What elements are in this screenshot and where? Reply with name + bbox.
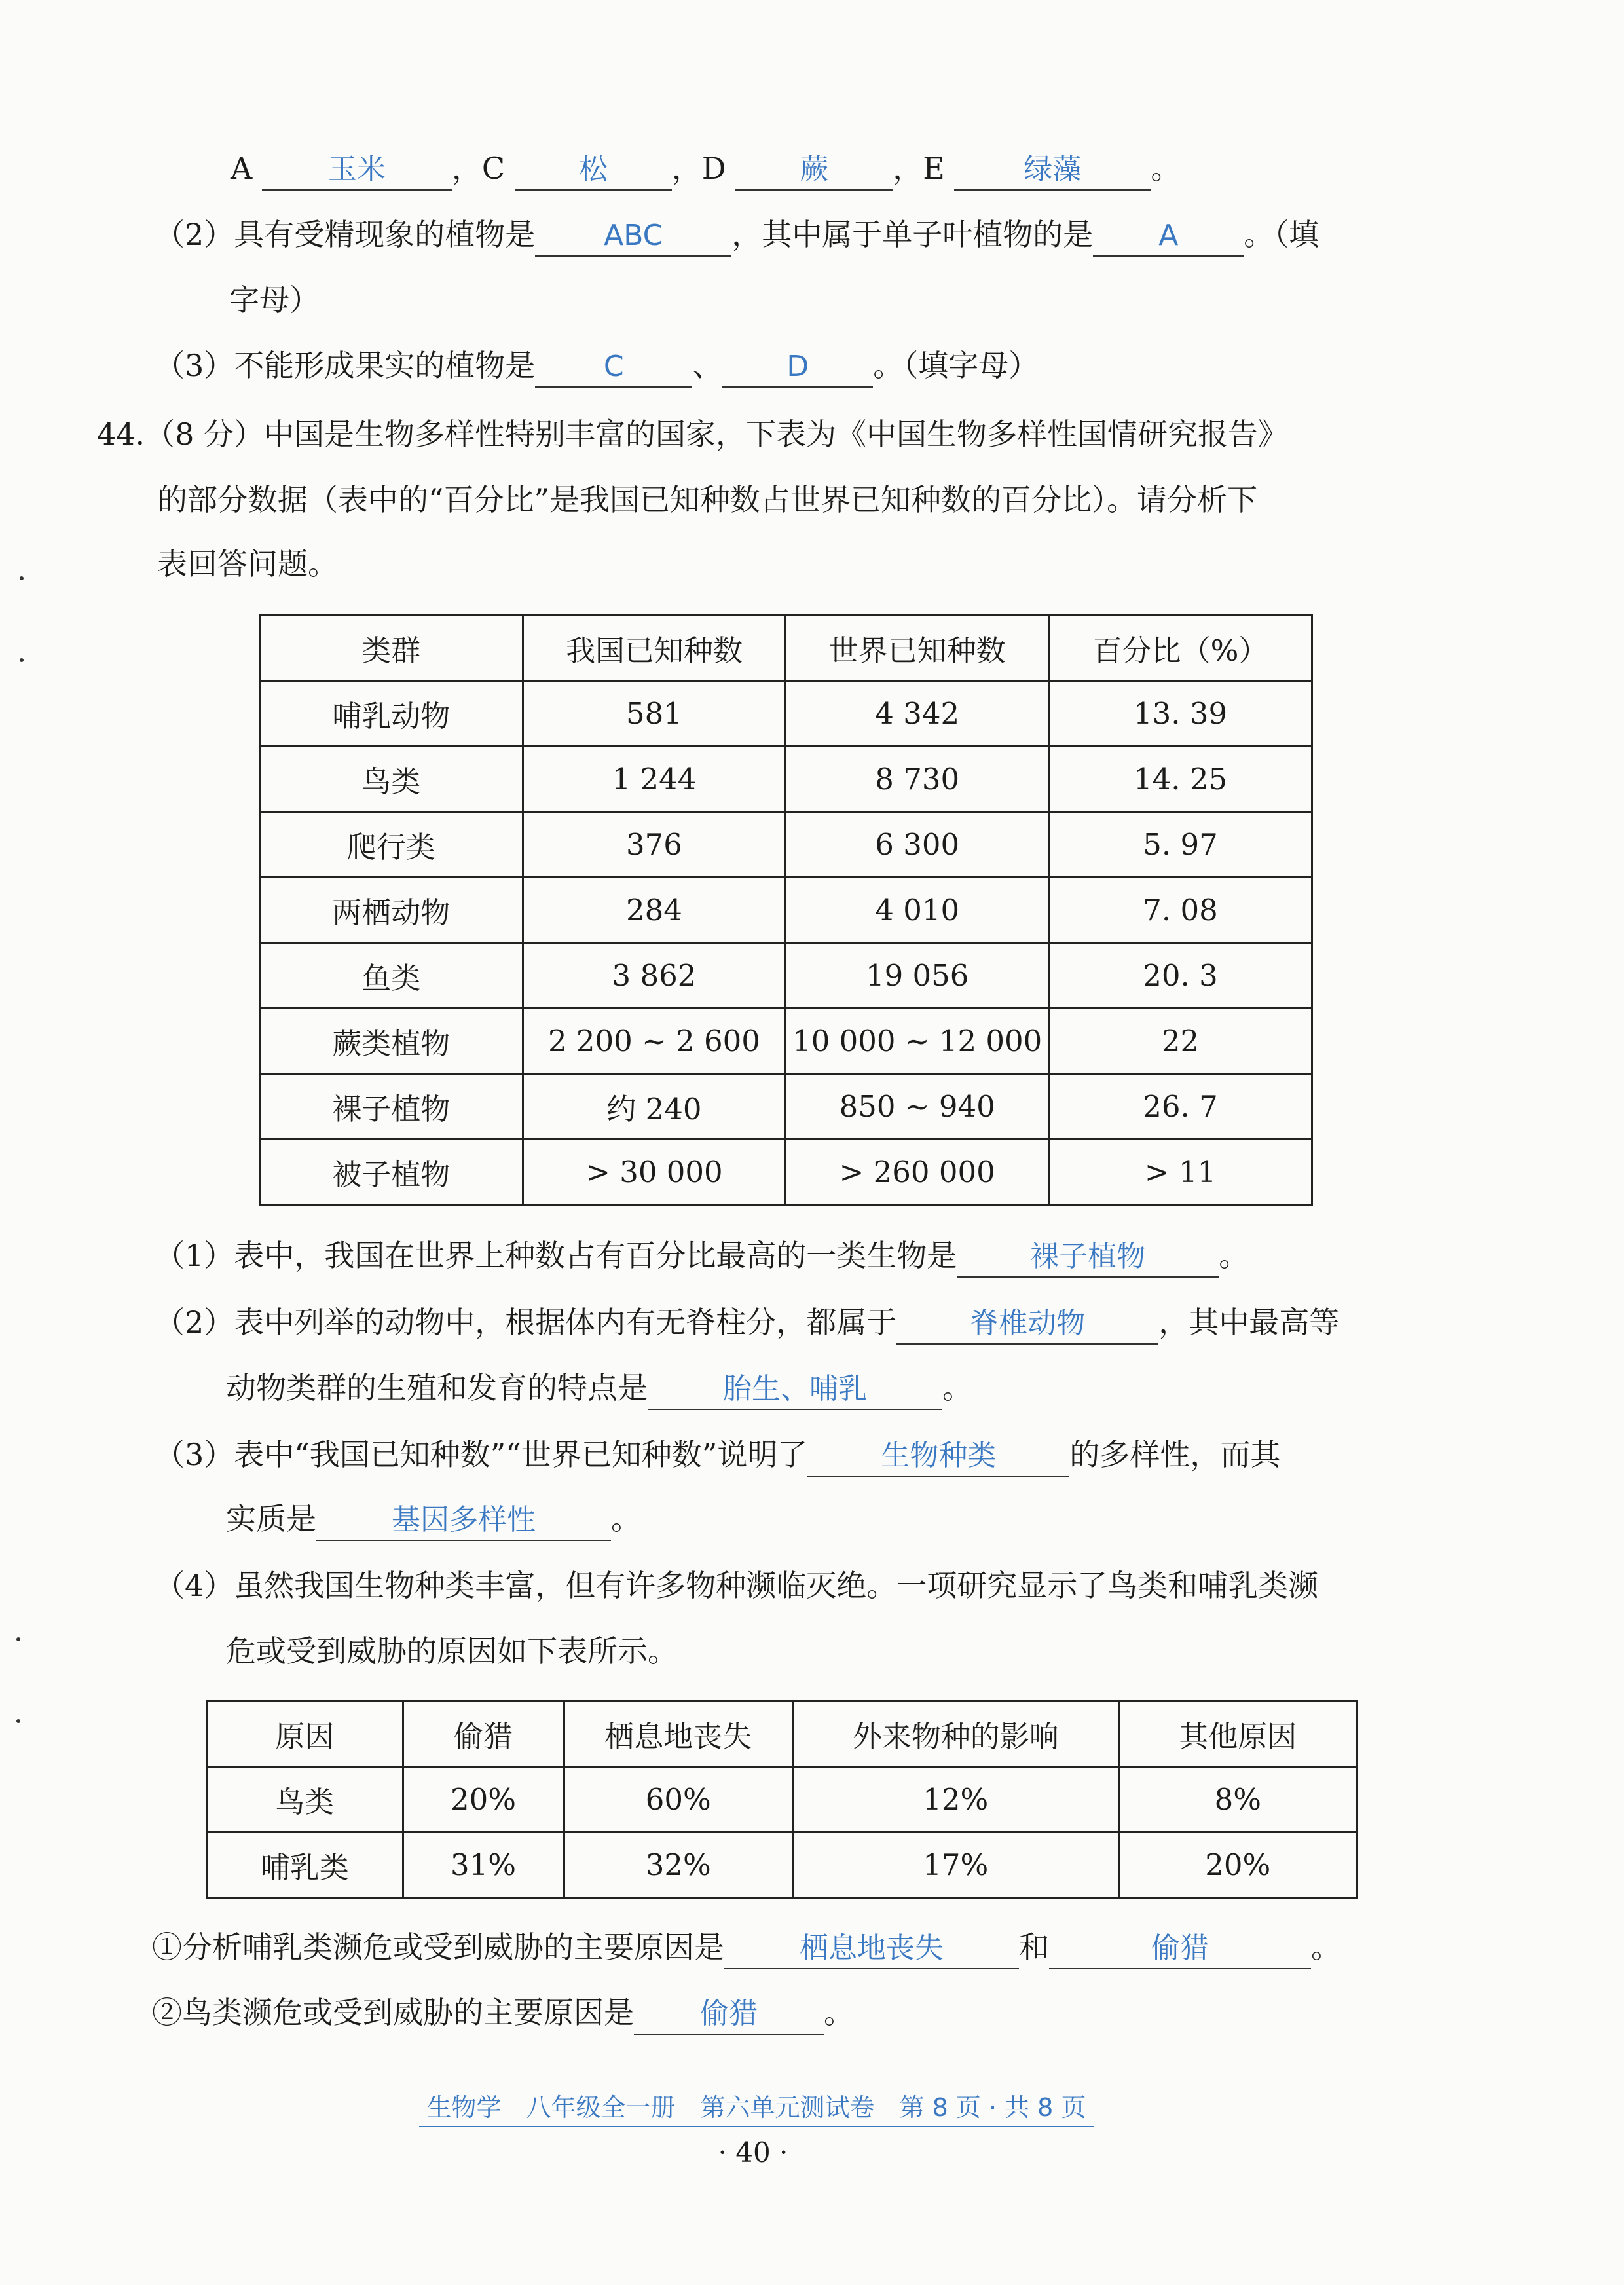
table-cell: 20%	[1118, 1832, 1357, 1898]
q44-part3	[155, 1433, 1280, 1477]
q44-part1-answer: 裸子植物	[957, 1237, 1219, 1278]
threat-table	[206, 1700, 1358, 1899]
q44-part3-prefix: （3）表中“我国已知种数”“世界已知种数”说明了	[155, 1437, 808, 1472]
table-cell: 哺乳类	[207, 1832, 403, 1898]
species-table	[259, 614, 1313, 1206]
q44-part2-answer1: 脊椎动物	[896, 1304, 1158, 1345]
table-cell: 12%	[793, 1767, 1119, 1832]
q43-part2-answer1: ABC	[535, 216, 731, 257]
q44-intro-line1: 44.（8 分）中国是生物多样性特别丰富的国家，下表为《中国生物多样性国情研究报告》	[97, 417, 1289, 452]
header-cell: 类群	[260, 616, 523, 681]
table-cell: 6 300	[786, 812, 1049, 878]
table-cell: 裸子植物	[260, 1074, 523, 1140]
q44-sub2-answer: 偷猎	[634, 1994, 824, 2035]
table-cell: 1 244	[523, 747, 786, 812]
q43-part3	[155, 344, 1039, 388]
margin-dot	[20, 658, 24, 662]
table-cell: 鱼类	[260, 943, 523, 1009]
table-cell: 31%	[403, 1832, 564, 1898]
header-cell: 栖息地丧失	[564, 1701, 793, 1767]
table-row	[207, 1767, 1357, 1832]
header-cell: 偷猎	[403, 1701, 564, 1767]
table-cell: 被子植物	[260, 1140, 523, 1205]
table-cell: 鸟类	[260, 747, 523, 812]
threat-table-header	[207, 1701, 1357, 1767]
label-e: ，E	[893, 151, 945, 186]
q43-part3-prefix: （3）不能形成果实的植物是	[155, 348, 536, 383]
table-row	[260, 812, 1312, 878]
answer-e: 绿藻	[954, 150, 1151, 191]
q44-part4-line1: （4）虽然我国生物种类丰富，但有许多物种濒临灭绝。一项研究显示了鸟类和哺乳类濒	[155, 1568, 1319, 1603]
header-cell: 百分比（%）	[1049, 616, 1312, 681]
table-cell: 26. 7	[1049, 1074, 1312, 1140]
table-row	[260, 681, 1312, 747]
header-cell: 世界已知种数	[786, 616, 1049, 681]
q43-line1	[231, 147, 1181, 191]
table-cell: 284	[523, 878, 786, 943]
page-number: · 40 ·	[718, 2136, 788, 2168]
q44-sub1-middle: 和	[1019, 1929, 1049, 1965]
table-cell: 爬行类	[260, 812, 523, 878]
q44-part4-line2: 危或受到威胁的原因如下表所示。	[226, 1633, 678, 1669]
q44-sub1-suffix: 。	[1311, 1929, 1341, 1965]
table-cell: 850 ~ 940	[786, 1074, 1049, 1140]
q43-part2-suffix: 。（填	[1244, 217, 1320, 252]
q44-part2-prefix: （2）表中列举的动物中，根据体内有无脊柱分，都属于	[155, 1305, 897, 1340]
table-cell: 22	[1049, 1009, 1312, 1074]
answer-a: 玉米	[262, 150, 452, 191]
table-cell: 19 056	[786, 943, 1049, 1009]
q44-sub2	[152, 1991, 854, 2035]
table-cell: 13. 39	[1049, 681, 1312, 747]
q44-intro-line3: 表回答问题。	[157, 546, 338, 582]
q44-part1	[155, 1234, 1249, 1278]
table-row	[260, 943, 1312, 1009]
q44-sub2-prefix: ②鸟类濒危或受到威胁的主要原因是	[152, 1995, 634, 2030]
table-cell: 20%	[403, 1767, 564, 1832]
answer-d: 蕨	[735, 150, 893, 191]
table-cell: > 11	[1049, 1140, 1312, 1205]
q43-part2-middle: ，其中属于单子叶植物的是	[731, 217, 1094, 252]
table-cell: 7. 08	[1049, 878, 1312, 943]
label-c: ，C	[451, 151, 506, 186]
table-cell: 2 200 ~ 2 600	[523, 1009, 786, 1074]
label-a: A	[231, 151, 253, 186]
q44-sub1	[152, 1925, 1341, 1969]
q44-sub2-suffix: 。	[824, 1995, 854, 2030]
species-table-header	[260, 616, 1312, 681]
q44-part1-prefix: （1）表中，我国在世界上种数占有百分比最高的一类生物是	[155, 1238, 957, 1273]
q44-intro-line2: 的部分数据（表中的“百分比”是我国已知种数占世界已知种数的百分比）。请分析下	[157, 482, 1258, 517]
q44-part2-line2	[226, 1366, 972, 1410]
q44-sub1-answer2: 偷猎	[1049, 1929, 1311, 1969]
table-cell: 10 000 ~ 12 000	[786, 1009, 1049, 1074]
q44-part2-suffix2: 。	[942, 1370, 972, 1405]
page-footer: 生物学 八年级全一册 第六单元测试卷 第 8 页 · 共 8 页	[419, 2089, 1094, 2127]
table-cell: 376	[523, 812, 786, 878]
table-cell: 3 862	[523, 943, 786, 1009]
margin-dot	[16, 1637, 20, 1641]
margin-dot	[16, 1719, 20, 1723]
q44-part2-answer2: 胎生、哺乳	[648, 1369, 942, 1410]
table-row	[260, 1009, 1312, 1074]
table-cell: 32%	[564, 1832, 793, 1898]
table-cell: 4 010	[786, 878, 1049, 943]
header-cell: 其他原因	[1118, 1701, 1357, 1767]
q44-sub1-answer1: 栖息地丧失	[724, 1929, 1019, 1969]
header-cell: 外来物种的影响	[793, 1701, 1119, 1767]
q44-part2	[155, 1301, 1339, 1345]
q44-sub1-prefix: ①分析哺乳类濒危或受到威胁的主要原因是	[152, 1929, 724, 1965]
label-d: ，D	[671, 151, 726, 186]
q43-part2-cont: 字母）	[229, 282, 320, 318]
table-cell: 5. 97	[1049, 812, 1312, 878]
table-row	[260, 1074, 1312, 1140]
q43-part3-answer2: D	[722, 347, 873, 388]
header-cell: 原因	[207, 1701, 403, 1767]
q43-part3-middle: 、	[692, 348, 723, 383]
table-cell: 20. 3	[1049, 943, 1312, 1009]
line1-end: 。	[1151, 151, 1181, 186]
q44-part3-line2-prefix: 实质是	[226, 1501, 316, 1536]
table-cell: 60%	[564, 1767, 793, 1832]
table-row	[260, 878, 1312, 943]
q44-part3-suffix2: 。	[611, 1501, 641, 1536]
answer-c: 松	[515, 150, 672, 191]
table-cell: 4 342	[786, 681, 1049, 747]
q43-part2	[155, 213, 1319, 257]
table-cell: 蕨类植物	[260, 1009, 523, 1074]
q44-part1-suffix: 。	[1219, 1238, 1249, 1273]
header-cell: 我国已知种数	[523, 616, 786, 681]
q44-part3-answer2: 基因多样性	[316, 1500, 611, 1541]
table-cell: 8%	[1118, 1767, 1357, 1832]
q44-part3-answer1: 生物种类	[807, 1436, 1069, 1477]
table-cell: 哺乳动物	[260, 681, 523, 747]
table-cell: > 260 000	[786, 1140, 1049, 1205]
table-cell: 581	[523, 681, 786, 747]
q44-part2-suffix1: ，其中最高等	[1158, 1305, 1340, 1340]
q44-part3-suffix1: 的多样性，而其	[1069, 1437, 1281, 1472]
q43-part3-answer1: C	[535, 347, 692, 388]
table-cell: 两栖动物	[260, 878, 523, 943]
table-cell: 鸟类	[207, 1767, 403, 1832]
margin-dot	[20, 576, 24, 580]
q43-part2-prefix: （2）具有受精现象的植物是	[155, 217, 536, 252]
q44-part3-line2	[226, 1497, 641, 1541]
table-cell: 约 240	[523, 1074, 786, 1140]
q43-part3-suffix: 。（填字母）	[873, 348, 1039, 383]
table-cell: > 30 000	[523, 1140, 786, 1205]
table-row	[207, 1832, 1357, 1898]
table-row	[260, 747, 1312, 812]
table-row	[260, 1140, 1312, 1205]
table-cell: 14. 25	[1049, 747, 1312, 812]
q43-part2-answer2: A	[1093, 216, 1244, 257]
table-cell: 17%	[793, 1832, 1119, 1898]
table-cell: 8 730	[786, 747, 1049, 812]
q44-part2-line2-prefix: 动物类群的生殖和发育的特点是	[226, 1370, 648, 1405]
